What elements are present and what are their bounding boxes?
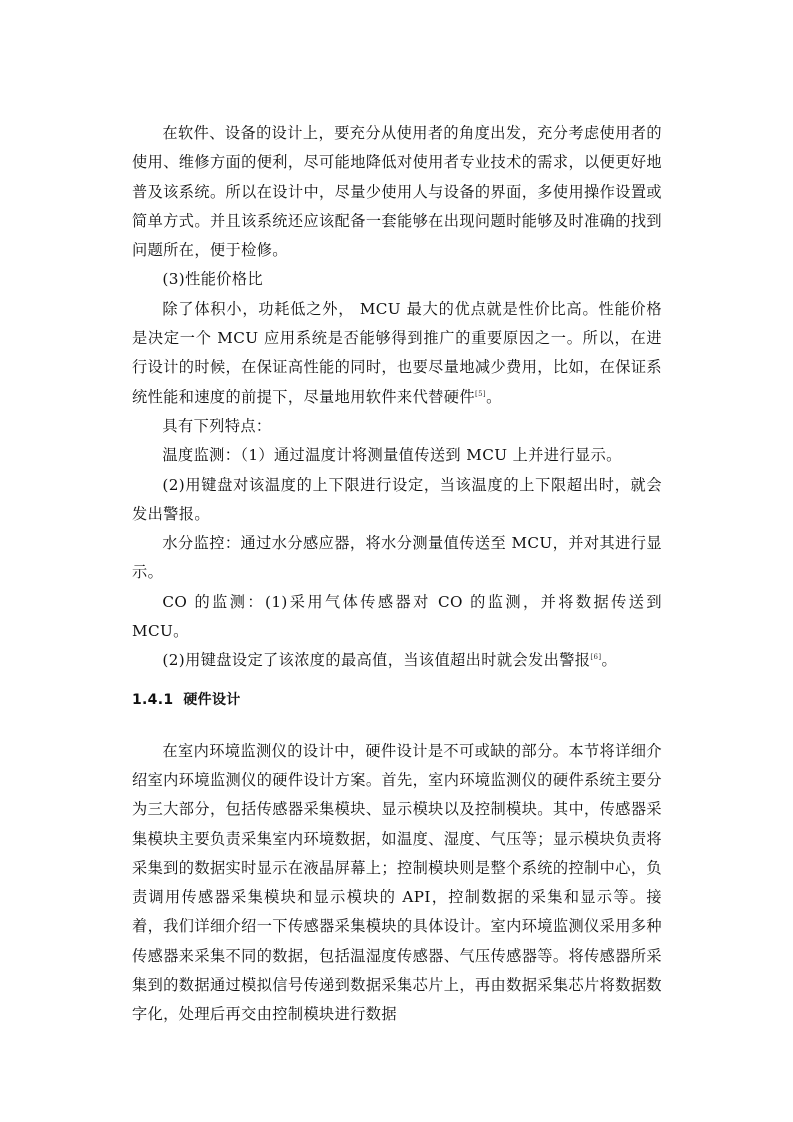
paragraph-co-alarm-end: 。	[601, 651, 618, 670]
paragraph-moisture: 水分监控：通过水分感应器，将水分测量值传送至 MCU，并对其进行显示。	[132, 534, 662, 582]
paragraph-mcu-cost-text: 除了体积小，功耗低之外， MCU 最大的优点就是性价比高。性能价格是决定一个 MCU 应用系统是否能够得到推广的重要原因之一。所以，在进行设计的时候，在保证高性能的同时，也要尽量地减少费用，比如，在保证系统性能和速度的前提下，尽量地用软件来代替硬件	[132, 299, 662, 406]
paragraph-co-monitor: CO 的监测：(1)采用气体传感器对 CO 的监测，并将数据传送到 MCU。	[132, 592, 662, 641]
section-heading	[132, 686, 662, 715]
citation-6: [6]	[590, 653, 602, 662]
paragraph-hardware-design: 在室内环境监测仪的设计中，硬件设计是不可或缺的部分。本节将详细介绍室内环境监测仪的硬件设计方案。首先，室内环境监测仪的硬件系统主要分为三大部分，包括传感器采集模块、显示模块以及控制模块。其中，传感器采集模块主要负责采集室内环境数据，如温度、湿度、气压等；显示模块负责将采集到的数据实时显示在液晶屏幕上；控制模块则是整个系统的控制中心，负责调用传感器采集模块和显示模块的 API，控制数据的采集和显示等。接着，我们详细介绍一下传感器采集模块的具体设计。室内环境监测仪采用多种传感器来采集不同的数据，包括温湿度传感器、气压传感器等。将传感器所采集到的数据通过模拟信号传递到数据采集芯片上，再由数据采集芯片将数据数字化，处理后再交由控制模块进行数据	[132, 741, 662, 1024]
paragraph-mcu-cost	[132, 295, 662, 412]
paragraph-usability: 在软件、设备的设计上，要充分从使用者的角度出发，充分考虑使用者的使用、维修方面的便利，尽可能地降低对使用者专业技术的需求，以便更好地普及该系统。所以在设计中，尽量少使用人与设备的界面，多使用操作设置或简单方式。并且该系统还应该配备一套能够在出现问题时能够及时准确的找到问题所在，便于检修。	[132, 124, 662, 260]
subheading-cost-performance: (3)性能价格比	[162, 270, 264, 289]
paragraph-co-alarm-text: (2)用键盘设定了该浓度的最高值，当该值超出时就会发出警报	[162, 651, 591, 670]
paragraph-mcu-cost-end: 。	[486, 387, 502, 406]
paragraph-co-alarm	[132, 646, 662, 675]
citation-5: [5]	[474, 389, 487, 398]
paragraph-features-intro: 具有下列特点：	[162, 416, 272, 435]
paragraph-temperature: 温度监测：（1）通过温度计将测量值传送到 MCU 上并进行显示。	[162, 446, 622, 465]
section-number: 1.4.1	[132, 691, 174, 708]
section-title: 硬件设计	[183, 691, 241, 708]
page-content	[132, 119, 662, 1030]
paragraph-temperature-alarm: (2)用键盘对该温度的上下限进行设定，当该温度的上下限超出时，就会发出警报。	[132, 475, 662, 523]
